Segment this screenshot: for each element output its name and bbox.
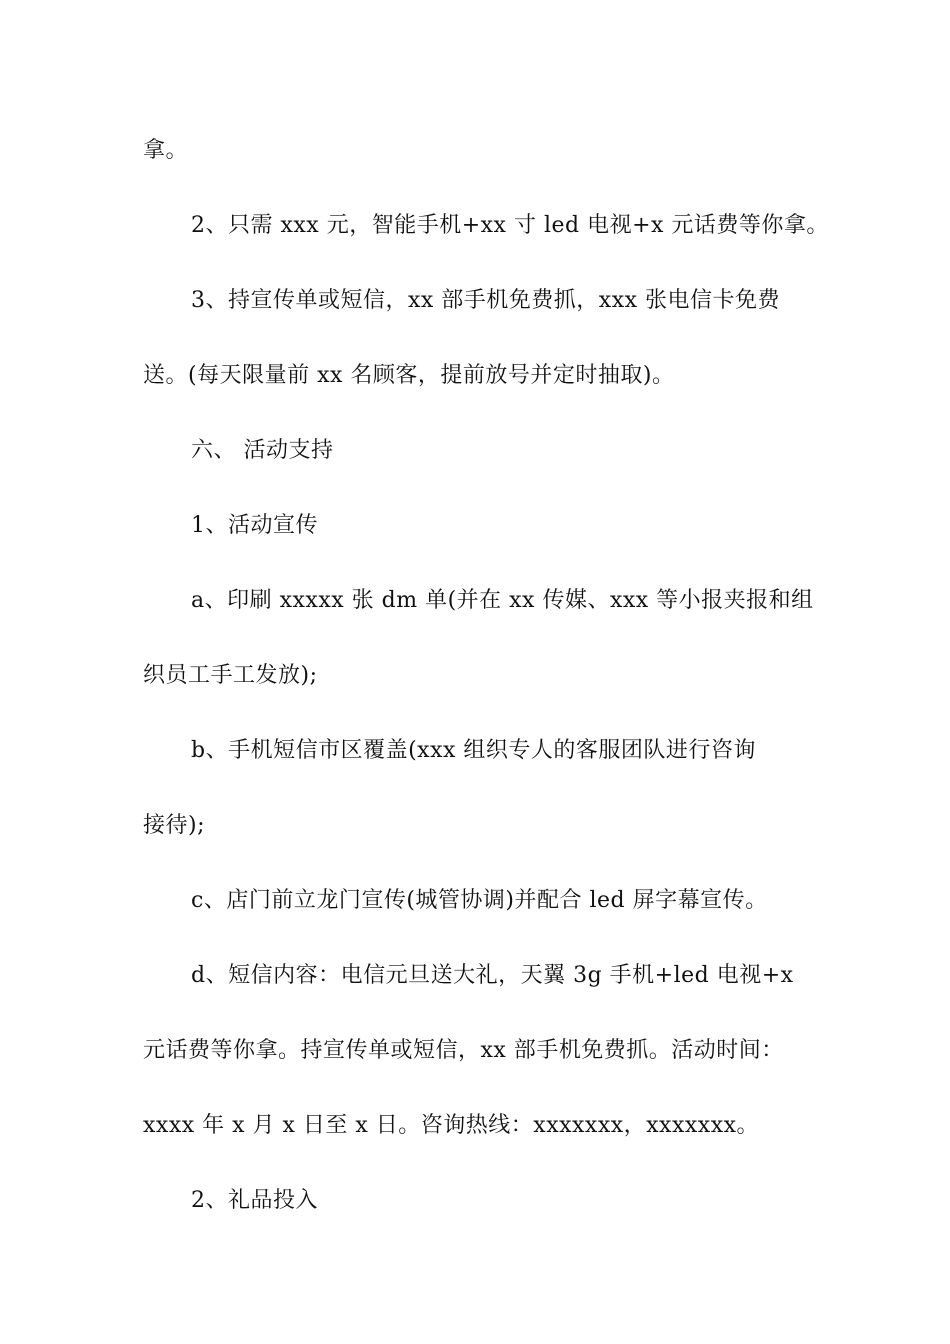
subsection-heading: 1、活动宣传	[191, 513, 318, 538]
text-line: c、店门前立龙门宣传(城管协调)并配合 led 屏字幕宣传。	[191, 888, 768, 913]
text-line: 接待);	[143, 813, 205, 838]
text-line: 元话费等你拿。持宣传单或短信，xx 部手机免费抓。活动时间：	[143, 1038, 784, 1063]
text-line: d、短信内容：电信元旦送大礼，天翼 3g 手机+led 电视+x	[191, 963, 794, 988]
text-line: a、印刷 xxxxx 张 dm 单(并在 xx 传媒、xxx 等小报夹报和组	[191, 588, 814, 613]
text-line: 3、持宣传单或短信，xx 部手机免费抓，xxx 张电信卡免费	[191, 288, 781, 313]
text-line: 拿。	[143, 138, 189, 163]
text-line: 织员工手工发放);	[143, 663, 318, 688]
text-line: 2、只需 xxx 元，智能手机+xx 寸 led 电视+x 元话费等你拿。	[191, 213, 829, 238]
text-line: b、手机短信市区覆盖(xxx 组织专人的客服团队进行咨询	[191, 738, 756, 763]
text-line: xxxx 年 x 月 x 日至 x 日。咨询热线：xxxxxxx，xxxxxxx。	[143, 1113, 760, 1138]
subsection-heading: 2、礼品投入	[191, 1188, 318, 1213]
text-line: 送。(每天限量前 xx 名顾客，提前放号并定时抽取)。	[143, 363, 675, 388]
section-heading: 六、 活动支持	[191, 438, 334, 463]
